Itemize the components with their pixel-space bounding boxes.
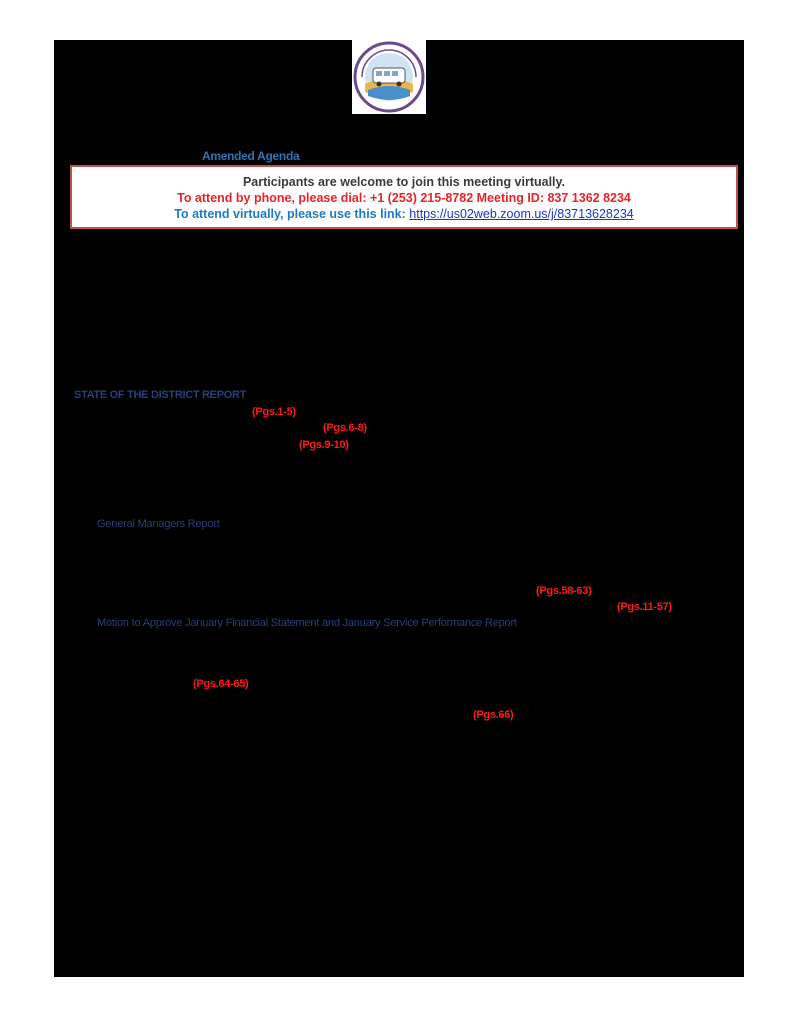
- transportation-district-logo: [352, 40, 426, 114]
- state-of-district-heading: STATE OF THE DISTRICT REPORT: [74, 389, 247, 401]
- virtual-meeting-notice: [70, 165, 738, 229]
- zoom-link[interactable]: https://us02web.zoom.us/j/83713628234: [409, 207, 634, 221]
- page-ref-5: (Pgs.11-57): [617, 601, 672, 613]
- virtual-attend-label: To attend virtually, please use this link:: [174, 207, 410, 221]
- financial-statement-motion: Motion to Approve January Financial Statement and January Service Performance Report: [97, 617, 517, 629]
- page-ref-4: (Pgs.58-63): [536, 585, 592, 597]
- phone-dial-in: To attend by phone, please dial: +1 (253) 215-8782 Meeting ID: 837 1362 8234: [177, 191, 631, 205]
- page-ref-1: (Pgs.1-5): [252, 406, 296, 418]
- page-ref-3: (Pgs.9-10): [299, 439, 349, 451]
- virtual-attend-line: [72, 207, 736, 221]
- page-ref-6: (Pgs.64-65): [193, 678, 249, 690]
- agenda-title: Amended Agenda: [202, 149, 300, 163]
- page-ref-7: (Pgs.66): [473, 709, 514, 721]
- page-ref-2: (Pgs.6-8): [323, 422, 367, 434]
- notice-intro: Participants are welcome to join this meeting virtually.: [242, 175, 566, 189]
- general-managers-report: General Managers Report: [97, 518, 220, 530]
